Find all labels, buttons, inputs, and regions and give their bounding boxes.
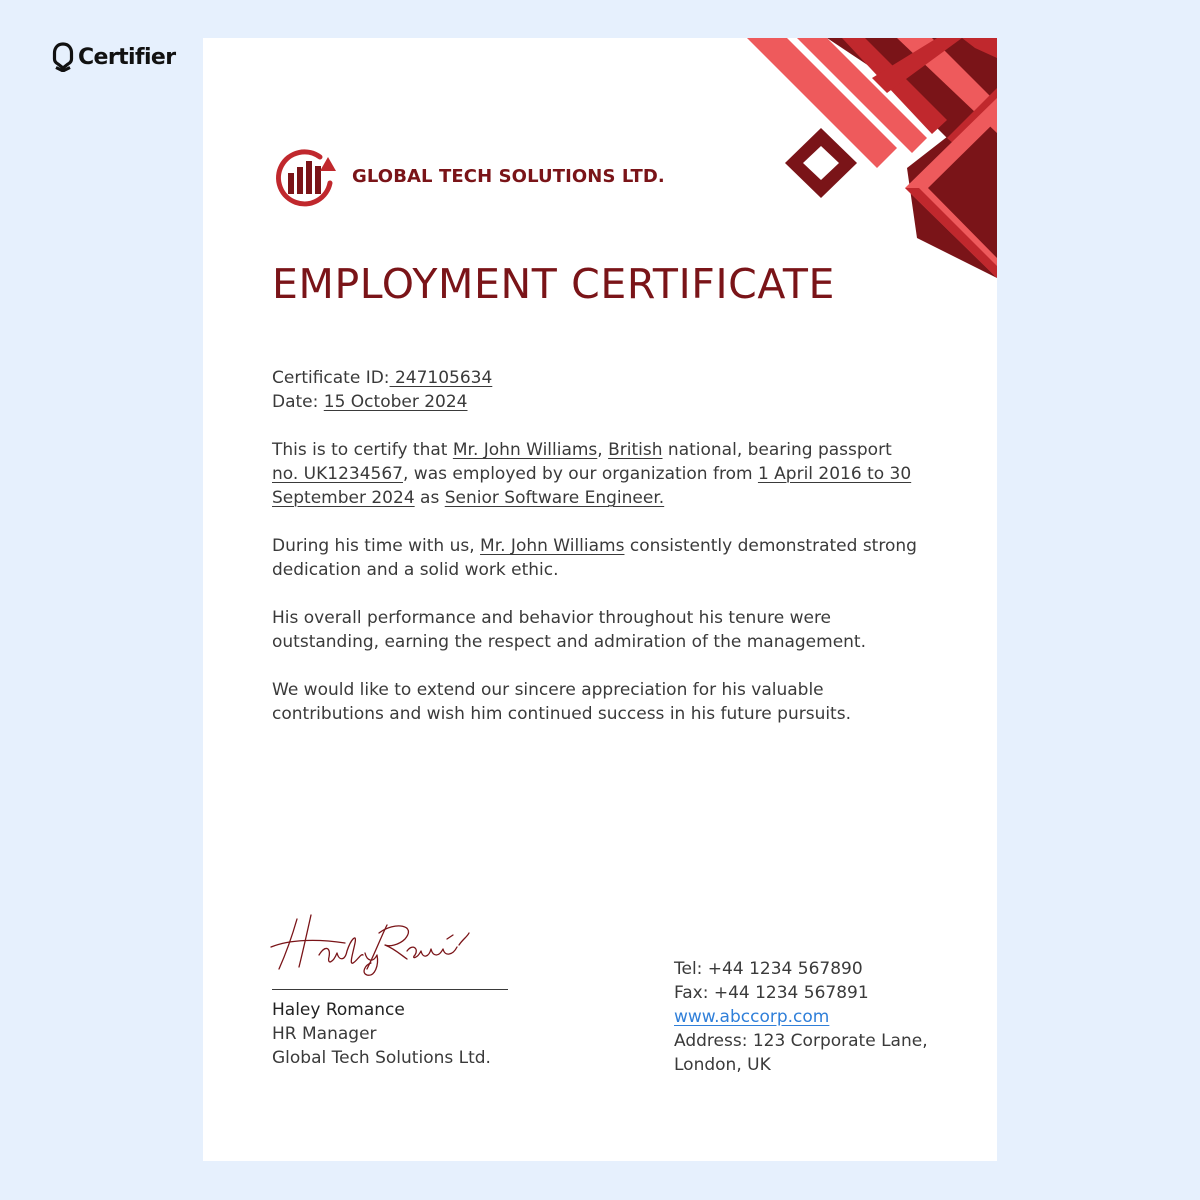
text-fragment: This is to certify that [272,440,453,460]
certificate-id-line [272,366,917,390]
certificate-title: EMPLOYMENT CERTIFICATE [272,260,835,308]
certificate-date-label: Date: [272,392,324,412]
signer-company: Global Tech Solutions Ltd. [272,1048,491,1068]
signature-line [272,989,508,990]
certificate-paper [203,38,997,1161]
employee-name: Mr. John Williams [480,536,625,556]
employee-passport: no. UK1234567 [272,464,403,484]
certifier-logo-icon [52,42,74,72]
bar-chart-growth-icon [272,143,338,209]
certificate-meta [272,366,917,414]
text-fragment: During his time with us, [272,536,481,556]
company-name: GLOBAL TECH SOLUTIONS LTD. [352,165,665,187]
performance-paragraph: His overall performance and behavior throughout his tenure were outstanding, earning the respect and admiration of the management. [272,608,867,652]
text-fragment: , [597,440,609,460]
certifier-brand [52,40,175,74]
certifier-brand-name: Certifier [78,44,176,70]
handwritten-signature [267,903,477,983]
text-fragment: consistently demonstrated strong dedication and a solid work ethic. [272,536,917,580]
certificate-id-value: 247105634 [389,368,493,388]
dedication-paragraph [272,534,917,582]
contact-fax: Fax: +44 1234 567891 [674,983,869,1003]
text-fragment: , was employed by our organization from [403,464,758,484]
employee-nationality: British [608,440,663,460]
company-header [272,143,665,209]
certificate-id-label: Certificate ID: [272,368,390,388]
text-fragment: as [414,488,445,508]
signer-role: HR Manager [272,1024,377,1044]
contact-block [674,957,934,1077]
certificate-date-line [272,390,917,414]
employee-position: Senior Software Engineer. [444,488,665,508]
contact-address: Address: 123 Corporate Lane, London, UK [674,1031,928,1075]
contact-tel: Tel: +44 1234 567890 [674,959,863,979]
signer-block [272,998,491,1070]
geometric-corner-pattern [747,38,997,278]
appreciation-paragraph: We would like to extend our sincere appreciation for his valuable contributions and wish him continued success in his future pursuits. [272,680,851,724]
contact-website-link[interactable]: www.abccorp.com [674,1007,830,1027]
certification-paragraph [272,438,917,510]
certificate-body [272,366,917,750]
text-fragment: national, bearing passport [662,440,892,460]
employee-name: Mr. John Williams [452,440,598,460]
signer-name: Haley Romance [272,1000,405,1020]
certificate-date-value: 15 October 2024 [323,392,468,412]
employment-period: 1 April 2016 to 30 September 2024 [272,464,912,508]
